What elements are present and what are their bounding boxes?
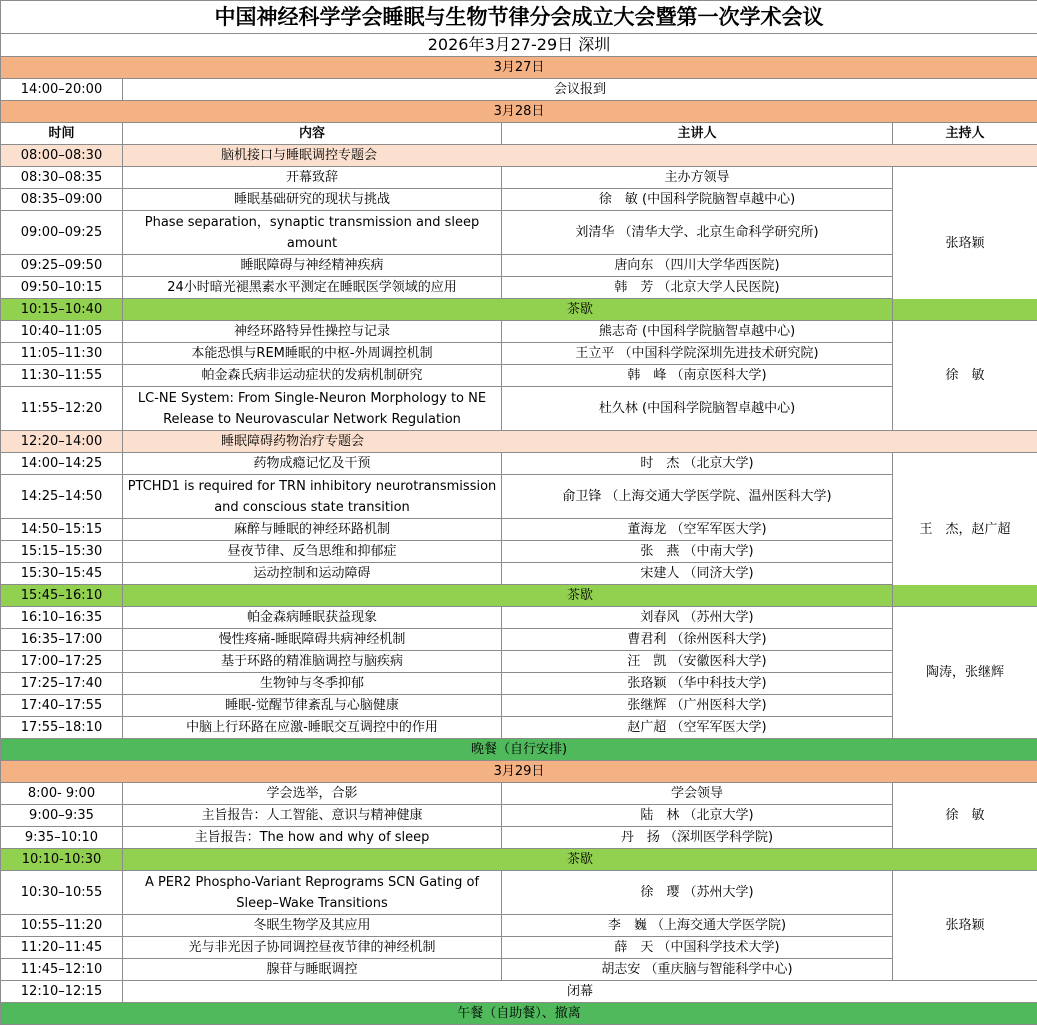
talk-title: 基于环路的精准脑调控与脑疾病	[123, 651, 502, 673]
host-cell: 张珞颖	[893, 871, 1037, 981]
time-cell: 15:15–15:30	[1, 541, 123, 563]
break-row	[1, 849, 1037, 871]
speaker-cell: 丹 扬 （深圳医学科学院)	[502, 827, 893, 849]
talk-title: 运动控制和运动障碍	[123, 563, 502, 585]
talk-title: 本能恐惧与REM睡眠的中枢-外周调控机制	[123, 343, 502, 365]
talk-row	[1, 607, 1037, 629]
meal-row	[1, 1003, 1037, 1025]
talk-row	[1, 453, 1037, 475]
time-cell: 08:30–08:35	[1, 167, 123, 189]
break-label: 茶歇	[123, 585, 1037, 607]
column-header-content: 内容	[123, 123, 502, 145]
time-cell: 11:05–11:30	[1, 343, 123, 365]
time-cell: 10:40–11:05	[1, 321, 123, 343]
time-cell: 08:35–09:00	[1, 189, 123, 211]
talk-title: LC-NE System: From Single-Neuron Morphology to NE Release to Neurovascular Network Regulation	[123, 387, 502, 431]
talk-row	[1, 563, 1037, 585]
talk-row	[1, 717, 1037, 739]
session-row	[1, 431, 1037, 453]
talk-row	[1, 783, 1037, 805]
talk-row	[1, 277, 1037, 299]
speaker-cell: 曹君利 （徐州医科大学)	[502, 629, 893, 651]
page-title: 中国神经科学学会睡眠与生物节律分会成立大会暨第一次学术会议	[1, 1, 1037, 34]
content-cell: 会议报到	[123, 79, 1037, 101]
talk-title: 腺苷与睡眠调控	[123, 959, 502, 981]
day-label: 3月29日	[1, 761, 1037, 783]
talk-title: 慢性疼痛-睡眠障碍共病神经机制	[123, 629, 502, 651]
speaker-cell: 张 燕 （中南大学)	[502, 541, 893, 563]
speaker-cell: 徐 璎 （苏州大学)	[502, 871, 893, 915]
talk-title: 睡眠基础研究的现状与挑战	[123, 189, 502, 211]
talk-row	[1, 475, 1037, 519]
break-time: 15:45–16:10	[1, 585, 123, 607]
day-label: 3月27日	[1, 57, 1037, 79]
speaker-cell: 薛 天 （中国科学技术大学)	[502, 937, 893, 959]
talk-row	[1, 959, 1037, 981]
talk-title: 睡眠障碍与神经精神疾病	[123, 255, 502, 277]
day-row	[1, 101, 1037, 123]
time-cell: 8:00- 9:00	[1, 783, 123, 805]
time-cell: 10:30–10:55	[1, 871, 123, 915]
host-cell: 徐 敏	[893, 783, 1037, 849]
column-header-time: 时间	[1, 123, 123, 145]
host-cell: 张珞颖	[893, 167, 1037, 321]
talk-row	[1, 343, 1037, 365]
speaker-cell: 张珞颖 （华中科技大学)	[502, 673, 893, 695]
speaker-cell: 宋建人 （同济大学)	[502, 563, 893, 585]
meal-label: 午餐（自助餐）、撤离	[1, 1003, 1037, 1025]
break-row	[1, 585, 1037, 607]
talk-title: 主旨报告：人工智能、意识与精神健康	[123, 805, 502, 827]
talk-row	[1, 805, 1037, 827]
talk-row	[1, 827, 1037, 849]
talk-title: 昼夜节律、反刍思维和抑郁症	[123, 541, 502, 563]
speaker-cell: 刘春风 （苏州大学)	[502, 607, 893, 629]
talk-title: 主旨报告：The how and why of sleep	[123, 827, 502, 849]
full-row	[1, 981, 1037, 1003]
time-cell: 17:00–17:25	[1, 651, 123, 673]
talk-title: PTCHD1 is required for TRN inhibitory neurotransmission and conscious state transition	[123, 475, 502, 519]
speaker-cell: 董海龙 （空军军医大学)	[502, 519, 893, 541]
session-time: 12:20–14:00	[1, 431, 123, 453]
time-cell: 17:25–17:40	[1, 673, 123, 695]
meal-label: 晚餐（自行安排)	[1, 739, 1037, 761]
speaker-cell: 熊志奇 (中国科学院脑智卓越中心)	[502, 321, 893, 343]
time-cell: 10:55–11:20	[1, 915, 123, 937]
host-cell: 徐 敏	[893, 321, 1037, 431]
talk-title: A PER2 Phospho-Variant Reprograms SCN Gating of Sleep–Wake Transitions	[123, 871, 502, 915]
speaker-cell: 徐 敏 (中国科学院脑智卓越中心)	[502, 189, 893, 211]
speaker-cell: 俞卫锋 （上海交通大学医学院、温州医科大学)	[502, 475, 893, 519]
time-cell: 16:10–16:35	[1, 607, 123, 629]
host-cell: 陶涛，张继辉	[893, 607, 1037, 739]
talk-row	[1, 211, 1037, 255]
talk-row	[1, 255, 1037, 277]
time-cell: 12:10–12:15	[1, 981, 123, 1003]
time-cell: 14:50–15:15	[1, 519, 123, 541]
session-row	[1, 145, 1037, 167]
time-cell: 09:00–09:25	[1, 211, 123, 255]
talk-title: 麻醉与睡眠的神经环路机制	[123, 519, 502, 541]
header-row	[1, 123, 1037, 145]
time-cell: 11:45–12:10	[1, 959, 123, 981]
time-cell: 11:20–11:45	[1, 937, 123, 959]
day-label: 3月28日	[1, 101, 1037, 123]
talk-row	[1, 167, 1037, 189]
speaker-cell: 赵广超 （空军军医大学)	[502, 717, 893, 739]
meal-row	[1, 739, 1037, 761]
speaker-cell: 唐向东 （四川大学华西医院)	[502, 255, 893, 277]
full-row	[1, 79, 1037, 101]
talk-title: 帕金森氏病非运动症状的发病机制研究	[123, 365, 502, 387]
talk-title: 冬眠生物学及其应用	[123, 915, 502, 937]
time-cell: 14:25–14:50	[1, 475, 123, 519]
break-label: 茶歇	[123, 849, 1037, 871]
speaker-cell: 韩 峰 （南京医科大学)	[502, 365, 893, 387]
time-cell: 16:35–17:00	[1, 629, 123, 651]
break-row	[1, 299, 1037, 321]
talk-title: 中脑上行环路在应激-睡眠交互调控中的作用	[123, 717, 502, 739]
time-cell: 14:00–20:00	[1, 79, 123, 101]
talk-row	[1, 189, 1037, 211]
talk-row	[1, 541, 1037, 563]
talk-row	[1, 387, 1037, 431]
speaker-cell: 主办方领导	[502, 167, 893, 189]
talk-row	[1, 519, 1037, 541]
speaker-cell: 陆 林 （北京大学)	[502, 805, 893, 827]
speaker-cell: 学会领导	[502, 783, 893, 805]
talk-row	[1, 937, 1037, 959]
session-title: 脑机接口与睡眠调控专题会	[123, 145, 1037, 167]
talk-row	[1, 871, 1037, 915]
session-title: 睡眠障碍药物治疗专题会	[123, 431, 1037, 453]
speaker-cell: 杜久林 (中国科学院脑智卓越中心)	[502, 387, 893, 431]
column-header-host: 主持人	[893, 123, 1037, 145]
time-cell: 09:50–10:15	[1, 277, 123, 299]
time-cell: 17:55–18:10	[1, 717, 123, 739]
day-row	[1, 761, 1037, 783]
talk-title: 神经环路特异性操控与记录	[123, 321, 502, 343]
speaker-cell: 胡志安 （重庆脑与智能科学中心)	[502, 959, 893, 981]
speaker-cell: 时 杰 （北京大学)	[502, 453, 893, 475]
talk-title: 学会选举，合影	[123, 783, 502, 805]
talk-title: 睡眠-觉醒节律紊乱与心脑健康	[123, 695, 502, 717]
talk-title: 药物成瘾记忆及干预	[123, 453, 502, 475]
talk-title: 24小时暗光褪黑素水平测定在睡眠医学领域的应用	[123, 277, 502, 299]
speaker-cell: 王立平 （中国科学院深圳先进技术研究院)	[502, 343, 893, 365]
talk-row	[1, 651, 1037, 673]
speaker-cell: 张继辉 （广州医科大学)	[502, 695, 893, 717]
speaker-cell: 李 巍 （上海交通大学医学院)	[502, 915, 893, 937]
time-cell: 15:30–15:45	[1, 563, 123, 585]
time-cell: 17:40–17:55	[1, 695, 123, 717]
talk-row	[1, 695, 1037, 717]
speaker-cell: 汪 凯 （安徽医科大学)	[502, 651, 893, 673]
content-cell: 闭幕	[123, 981, 1037, 1003]
talk-title: 开幕致辞	[123, 167, 502, 189]
time-cell: 14:00–14:25	[1, 453, 123, 475]
talk-title: Phase separation，synaptic transmission and sleep amount	[123, 211, 502, 255]
break-label: 茶歇	[123, 299, 1037, 321]
time-cell: 9:35–10:10	[1, 827, 123, 849]
talk-row	[1, 915, 1037, 937]
talk-row	[1, 321, 1037, 343]
break-time: 10:15–10:40	[1, 299, 123, 321]
time-cell: 9:00–9:35	[1, 805, 123, 827]
talk-row	[1, 629, 1037, 651]
speaker-cell: 韩 芳 （北京大学人民医院)	[502, 277, 893, 299]
column-header-speaker: 主讲人	[502, 123, 893, 145]
talk-row	[1, 673, 1037, 695]
talk-row	[1, 365, 1037, 387]
session-time: 08:00–08:30	[1, 145, 123, 167]
talk-title: 帕金森病睡眠获益现象	[123, 607, 502, 629]
time-cell: 11:55–12:20	[1, 387, 123, 431]
break-time: 10:10-10:30	[1, 849, 123, 871]
host-cell: 王 杰，赵广超	[893, 453, 1037, 607]
talk-title: 光与非光因子协同调控昼夜节律的神经机制	[123, 937, 502, 959]
day-row	[1, 57, 1037, 79]
time-cell: 11:30–11:55	[1, 365, 123, 387]
speaker-cell: 刘清华 （清华大学、北京生命科学研究所)	[502, 211, 893, 255]
time-cell: 09:25–09:50	[1, 255, 123, 277]
talk-title: 生物钟与冬季抑郁	[123, 673, 502, 695]
page-subtitle: 2026年3月27-29日 深圳	[1, 34, 1037, 57]
